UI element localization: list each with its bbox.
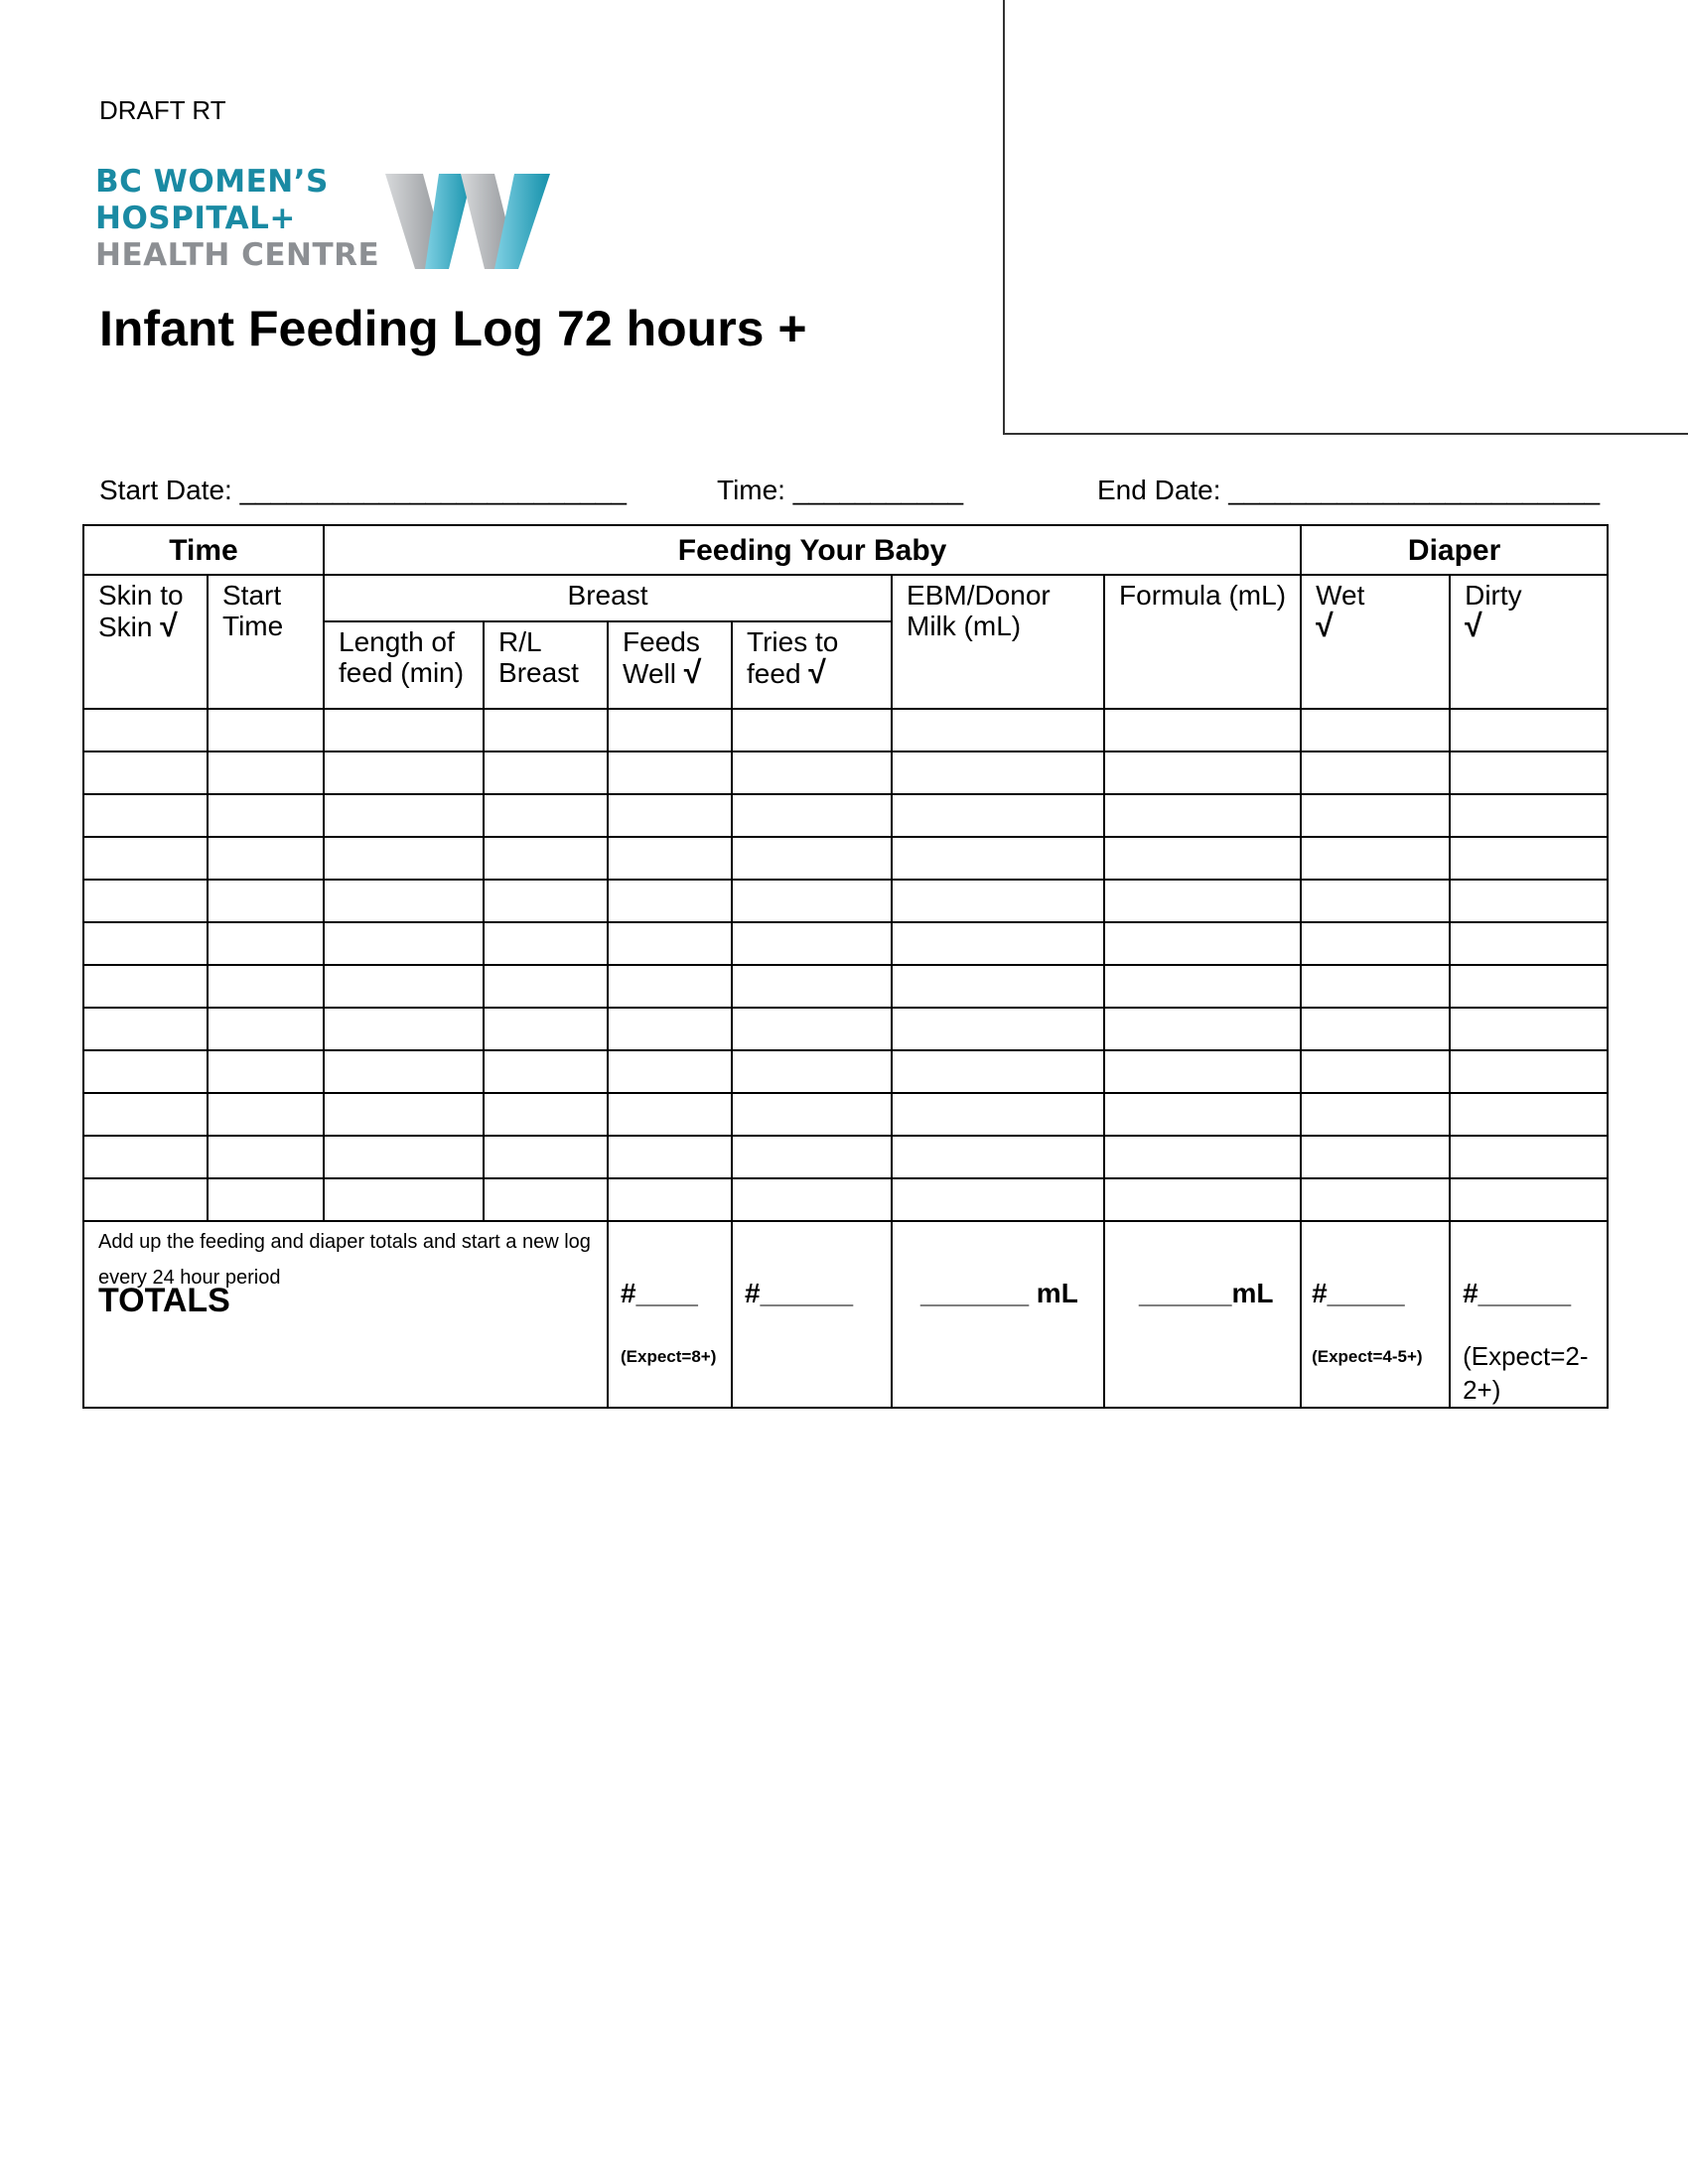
entry-cell-tries-to-feed[interactable] [732,1050,892,1093]
col-header-ebm-donor [892,575,1104,709]
entry-cell-feeds-well[interactable] [608,1093,732,1136]
entry-cell-wet[interactable] [1301,1008,1450,1050]
entry-cell-length-of-feed[interactable] [324,837,484,880]
col-header-breast [324,575,892,621]
entry-cell-dirty[interactable] [1450,837,1608,880]
entry-cell-ebm-donor[interactable] [892,1050,1104,1093]
totals-note: Add up the feeding and diaper totals and start a new log every 24 hour period [98,1231,591,1289]
total-feeds-well[interactable]: #____ [621,1278,698,1308]
entry-cell-wet[interactable] [1301,1093,1450,1136]
entry-cell-formula[interactable] [1104,794,1301,837]
total-wet[interactable]: #_____ [1312,1278,1405,1308]
entry-cell-start-time[interactable] [208,709,324,751]
table-row [83,1136,1608,1178]
entry-cell-skin-to-skin[interactable] [83,1008,208,1050]
entry-cell-ebm-donor[interactable] [892,1136,1104,1178]
totals-label-cell [83,1221,608,1408]
entry-cell-tries-to-feed[interactable] [732,965,892,1008]
entry-cell-skin-to-skin[interactable] [83,1178,208,1221]
entry-cell-start-time[interactable] [208,1093,324,1136]
total-feeds-well-cell[interactable] [608,1221,732,1408]
entry-cell-feeds-well[interactable] [608,1178,732,1221]
entry-cell-start-time[interactable] [208,1136,324,1178]
col-header-skin-to-skin [83,575,208,709]
entry-cell-length-of-feed[interactable] [324,794,484,837]
col-header-formula [1104,575,1301,709]
entry-cell-skin-to-skin[interactable] [83,1136,208,1178]
entry-cell-dirty[interactable] [1450,922,1608,965]
entry-cell-rl-breast[interactable] [484,1008,608,1050]
ebm-donor-label: EBM/Donor Milk (mL) [907,580,1051,641]
entry-cell-rl-breast[interactable] [484,965,608,1008]
entry-cell-length-of-feed[interactable] [324,922,484,965]
entry-cell-feeds-well[interactable] [608,965,732,1008]
entry-cell-rl-breast[interactable] [484,751,608,794]
checkmark-icon: √ [1316,608,1334,643]
breast-label: Breast [567,580,648,611]
entry-cell-length-of-feed[interactable] [324,965,484,1008]
entry-cell-start-time[interactable] [208,922,324,965]
entry-cell-formula[interactable] [1104,1050,1301,1093]
entry-cell-skin-to-skin[interactable] [83,965,208,1008]
entry-cell-feeds-well[interactable] [608,837,732,880]
entry-cell-ebm-donor[interactable] [892,837,1104,880]
total-tries-to-feed[interactable]: #______ [745,1278,854,1308]
entry-cell-rl-breast[interactable] [484,1136,608,1178]
entry-cell-feeds-well[interactable] [608,880,732,922]
tries-to-feed-label: Tries to feed [747,625,839,689]
entry-cell-dirty[interactable] [1450,709,1608,751]
total-tries-to-feed-cell[interactable] [732,1221,892,1408]
entry-cell-formula[interactable] [1104,751,1301,794]
entry-cell-start-time[interactable] [208,965,324,1008]
logo-line-1: BC WOMEN’S [95,164,329,200]
entry-cell-formula[interactable] [1104,709,1301,751]
entry-cell-wet[interactable] [1301,1178,1450,1221]
entry-cell-length-of-feed[interactable] [324,880,484,922]
group-header-feeding: Feeding Your Baby [324,525,1301,575]
entry-cell-length-of-feed[interactable] [324,1093,484,1136]
total-wet-cell[interactable] [1301,1221,1450,1408]
hospital-logo [95,164,562,273]
entry-cell-ebm-donor[interactable] [892,880,1104,922]
entry-cell-feeds-well[interactable] [608,1050,732,1093]
total-formula-cell[interactable] [1104,1221,1301,1408]
entry-cell-start-time[interactable] [208,1008,324,1050]
group-header-time: Time [83,525,324,575]
col-header-wet [1301,575,1450,709]
totals-label: TOTALS [98,1282,230,1319]
entry-cell-wet[interactable] [1301,880,1450,922]
col-header-start-time [208,575,324,709]
entry-cell-start-time[interactable] [208,794,324,837]
entry-cell-rl-breast[interactable] [484,709,608,751]
entry-cell-wet[interactable] [1301,794,1450,837]
entry-cell-length-of-feed[interactable] [324,751,484,794]
entry-cell-skin-to-skin[interactable] [83,751,208,794]
table-row [83,1178,1608,1221]
entry-cell-formula[interactable] [1104,837,1301,880]
entry-cell-skin-to-skin[interactable] [83,880,208,922]
entry-cell-ebm-donor[interactable] [892,794,1104,837]
entry-cell-dirty[interactable] [1450,1093,1608,1136]
entry-cell-ebm-donor[interactable] [892,965,1104,1008]
total-ebm-cell[interactable] [892,1221,1104,1408]
entry-cell-tries-to-feed[interactable] [732,837,892,880]
total-dirty-cell[interactable] [1450,1221,1608,1408]
entry-cell-length-of-feed[interactable] [324,1050,484,1093]
entry-cell-feeds-well[interactable] [608,709,732,751]
entry-cell-tries-to-feed[interactable] [732,1136,892,1178]
entry-cell-skin-to-skin[interactable] [83,794,208,837]
entry-cell-feeds-well[interactable] [608,794,732,837]
entry-cell-rl-breast[interactable] [484,1050,608,1093]
rl-breast-label: R/L Breast [498,625,579,688]
logo-w-mark-icon [385,170,554,274]
table-row [83,965,1608,1008]
col-header-feeds-well [608,621,732,709]
logo-line-2: HOSPITAL+ [95,201,296,236]
entry-cell-ebm-donor[interactable] [892,922,1104,965]
table-row [83,1008,1608,1050]
col-header-tries-to-feed [732,621,892,709]
entry-cell-tries-to-feed[interactable] [732,751,892,794]
table-row [83,709,1608,751]
entry-cell-length-of-feed[interactable] [324,1178,484,1221]
table-row [83,880,1608,922]
entry-cell-dirty[interactable] [1450,794,1608,837]
col-header-dirty [1450,575,1608,709]
entry-cell-dirty[interactable] [1450,1136,1608,1178]
entry-cell-wet[interactable] [1301,965,1450,1008]
entry-cell-skin-to-skin[interactable] [83,922,208,965]
entry-cell-formula[interactable] [1104,922,1301,965]
length-of-feed-label: Length of feed (min) [339,625,465,688]
logo-line-3: HEALTH CENTRE [95,237,380,273]
entry-cell-wet[interactable] [1301,709,1450,751]
entry-cell-formula[interactable] [1104,1008,1301,1050]
entry-cell-skin-to-skin[interactable] [83,837,208,880]
end-date-field[interactable]: End Date: ________________________ [1097,475,1601,505]
page-title: Infant Feeding Log 72 hours + [99,301,807,356]
entry-cell-dirty[interactable] [1450,751,1608,794]
entry-cell-formula[interactable] [1104,965,1301,1008]
entry-cell-wet[interactable] [1301,1136,1450,1178]
entry-cell-dirty[interactable] [1450,1178,1608,1221]
entry-cell-wet[interactable] [1301,1050,1450,1093]
entry-cell-ebm-donor[interactable] [892,1008,1104,1050]
entry-cell-start-time[interactable] [208,1178,324,1221]
entry-cell-rl-breast[interactable] [484,1178,608,1221]
entry-cell-rl-breast[interactable] [484,837,608,880]
start-time-label: Start Time [222,580,284,641]
entry-cell-dirty[interactable] [1450,965,1608,1008]
entry-cell-formula[interactable] [1104,880,1301,922]
entry-cell-skin-to-skin[interactable] [83,1050,208,1093]
entry-cell-wet[interactable] [1301,922,1450,965]
entry-cell-length-of-feed[interactable] [324,1136,484,1178]
formula-label: Formula (mL) [1119,580,1287,611]
entry-cell-tries-to-feed[interactable] [732,1093,892,1136]
entry-cell-skin-to-skin[interactable] [83,1093,208,1136]
entry-cell-ebm-donor[interactable] [892,751,1104,794]
entry-cell-formula[interactable] [1104,1178,1301,1221]
checkmark-icon: √ [683,653,702,690]
entry-cell-skin-to-skin[interactable] [83,709,208,751]
entry-cell-rl-breast[interactable] [484,1093,608,1136]
entry-cell-tries-to-feed[interactable] [732,880,892,922]
entry-cell-rl-breast[interactable] [484,922,608,965]
entry-cell-ebm-donor[interactable] [892,709,1104,751]
col-header-rl-breast [484,621,608,709]
entry-cell-feeds-well[interactable] [608,1008,732,1050]
entry-cell-tries-to-feed[interactable] [732,709,892,751]
entry-cell-ebm-donor[interactable] [892,1178,1104,1221]
table-row [83,794,1608,837]
entry-cell-dirty[interactable] [1450,880,1608,922]
log-entries [83,709,1608,1221]
entry-cell-start-time[interactable] [208,880,324,922]
checkmark-icon: √ [160,608,178,643]
total-ebm[interactable]: _______ mL [920,1278,1078,1308]
entry-cell-formula[interactable] [1104,1136,1301,1178]
dirty-expect: (Expect=2-2+) [1463,1341,1589,1405]
entry-cell-start-time[interactable] [208,1050,324,1093]
total-formula[interactable]: ______mL [1139,1278,1274,1308]
dirty-label: Dirty [1465,580,1522,611]
skin-to-skin-label: Skin to Skin [98,580,184,642]
entry-cell-feeds-well[interactable] [608,751,732,794]
entry-cell-wet[interactable] [1301,837,1450,880]
entry-cell-rl-breast[interactable] [484,794,608,837]
entry-cell-length-of-feed[interactable] [324,1008,484,1050]
entry-cell-ebm-donor[interactable] [892,1093,1104,1136]
table-row [83,922,1608,965]
entry-cell-tries-to-feed[interactable] [732,1008,892,1050]
feeds-well-expect: (Expect=8+) [621,1347,717,1366]
table-row [83,751,1608,794]
patient-label-box [1003,0,1688,435]
entry-cell-start-time[interactable] [208,751,324,794]
group-header-diaper: Diaper [1301,525,1608,575]
table-row [83,1093,1608,1136]
time-field[interactable]: Time: ___________ [717,475,964,505]
checkmark-icon: √ [808,653,826,690]
entry-cell-feeds-well[interactable] [608,1136,732,1178]
entry-cell-start-time[interactable] [208,837,324,880]
entry-cell-wet[interactable] [1301,751,1450,794]
entry-cell-feeds-well[interactable] [608,922,732,965]
entry-cell-tries-to-feed[interactable] [732,1178,892,1221]
entry-cell-length-of-feed[interactable] [324,709,484,751]
entry-cell-tries-to-feed[interactable] [732,922,892,965]
total-dirty[interactable]: #______ [1463,1278,1572,1308]
entry-cell-dirty[interactable] [1450,1050,1608,1093]
entry-cell-dirty[interactable] [1450,1008,1608,1050]
entry-cell-rl-breast[interactable] [484,880,608,922]
wet-expect: (Expect=4-5+) [1312,1347,1423,1366]
table-row [83,1050,1608,1093]
table-row [83,837,1608,880]
entry-cell-tries-to-feed[interactable] [732,794,892,837]
entry-cell-formula[interactable] [1104,1093,1301,1136]
feeding-log-table [82,524,1609,1409]
checkmark-icon: √ [1465,608,1482,643]
feeds-well-label: Feeds Well [623,625,700,689]
start-date-field[interactable]: Start Date: _________________________ [99,475,627,505]
wet-label: Wet [1316,580,1365,611]
col-header-length-of-feed [324,621,484,709]
draft-label: DRAFT RT [99,95,226,125]
